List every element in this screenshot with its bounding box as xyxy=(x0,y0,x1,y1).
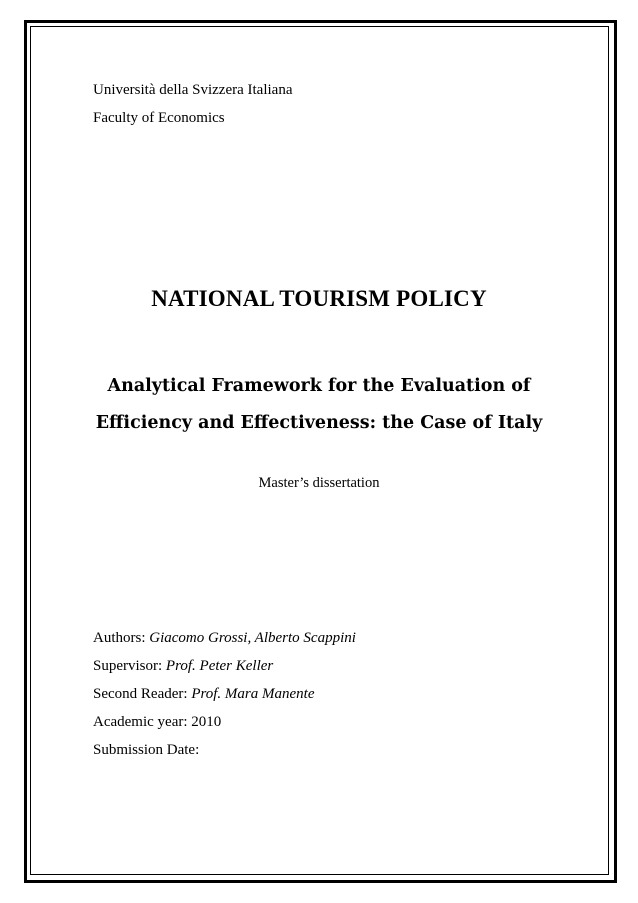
second-reader-line xyxy=(93,685,314,703)
supervisor-line xyxy=(93,657,273,675)
document-type: Master’s dissertation xyxy=(258,475,380,491)
academic-year-line xyxy=(93,713,221,731)
second-reader-label: Second Reader: xyxy=(93,686,192,702)
submission-date-label: Submission Date: xyxy=(93,742,200,758)
supervisor-label: Supervisor: xyxy=(93,658,166,674)
document-title: NATIONAL TOURISM POLICY xyxy=(151,286,487,311)
academic-year-value: 2010 xyxy=(191,714,222,730)
authors-line xyxy=(93,629,356,647)
academic-year-label: Academic year: xyxy=(93,714,192,730)
university-name: Università della Svizzera Italiana xyxy=(93,82,293,98)
submission-date-line xyxy=(93,741,199,759)
supervisor-value: Prof. Peter Keller xyxy=(165,658,274,674)
document-subtitle-line-1: Analytical Framework for the Evaluation of xyxy=(107,376,531,396)
authors-label: Authors: xyxy=(93,630,150,646)
document-subtitle-line-2: Efficiency and Effectiveness: the Case of Italy xyxy=(95,413,543,433)
second-reader-value: Prof. Mara Manente xyxy=(191,686,315,702)
authors-value: Giacomo Grossi, Alberto Scappini xyxy=(149,630,356,646)
faculty-name: Faculty of Economics xyxy=(93,110,225,126)
